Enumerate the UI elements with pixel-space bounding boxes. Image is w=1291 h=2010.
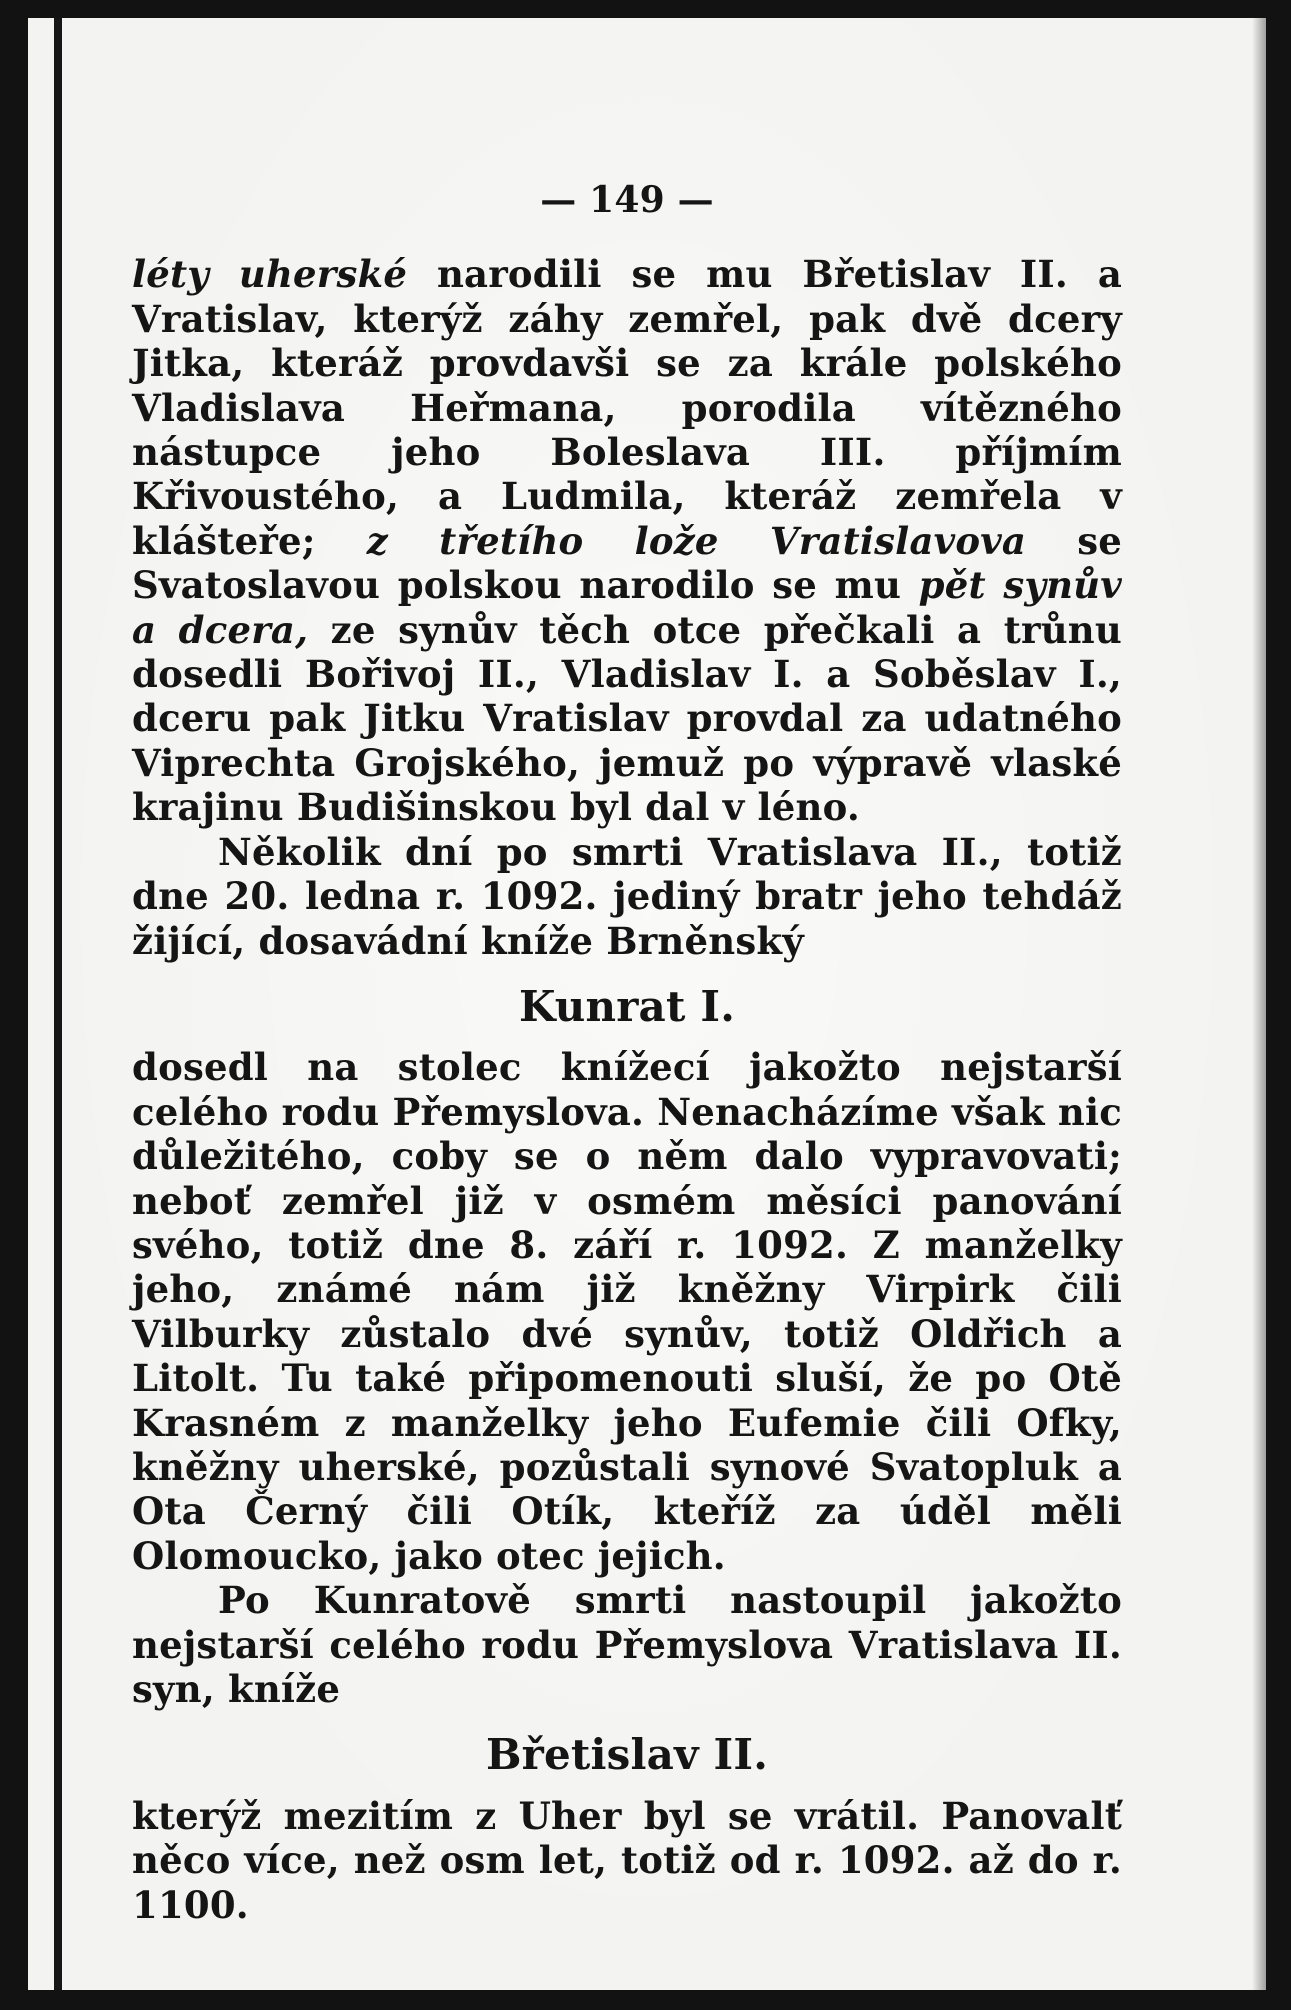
paragraph-5: kterýž mezitím z Uher byl se vrátil. Panovalť něco více, než osm let, totiž od r. 1092. až do r. 1100. — [132, 1793, 1122, 1927]
binding-edge — [54, 18, 62, 1990]
page-text — [132, 178, 1122, 1927]
italic-phrase-2: z třetího lože Vratislavova — [366, 518, 1027, 563]
italic-phrase-1: léty uherské — [132, 252, 408, 297]
page-number: — 149 — — [540, 179, 714, 221]
paragraph-4: Po Kunratově smrti nastoupil jakožto nejstarší celého rodu Přemyslova Vratislava II. syn, kníže — [132, 1578, 1122, 1711]
paper-sheet — [28, 18, 1266, 1990]
paragraph-1-text-b: se Svatoslavou polskou narodilo se mu — [132, 518, 1123, 608]
paragraph-2: Několik dní po smrti Vratislava II., totiž dne 20. ledna r. 1092. jediný bratr jeho tehdáž žijící, dosavádní kníže Brněnský — [132, 829, 1122, 963]
italic-phrase-3: pět synův a dcera, — [132, 563, 1122, 652]
paragraph-1-text-a: narodili se mu Břetislav II. a Vratislav, kterýž záhy zemřel, pak dvě dcery Jitka, kteráž provdavši se za krále polského Vladislava Heřmana, porodila vítězného nástupce jeho Boleslava III. příjmím Křivoustého, a Ludmila, kteráž zemřela v klášteře; — [132, 252, 1123, 563]
paragraph-1-text-c: ze synův těch otce přečkali a trůnu dosedli Bořivoj II., Vladislav I. a Soběslav I., dceru pak Jitku Vratislav provdal za udatného Viprechta Grojského, jemuž po výpravě vlaské krajinu Budišinskou byl dal v léno. — [132, 607, 1122, 830]
paragraph-1 — [132, 252, 1122, 829]
page-edge-shadow — [1252, 18, 1266, 1990]
heading-bretislav: Břetislav II. — [485, 1730, 769, 1780]
paragraph-3: dosedl na stolec knížecí jakožto nejstarší celého rodu Přemyslova. Nenacházíme však nic důležitého, coby se o něm dalo vypravovati; neboť zemřel již v osmém měsíci panování svého, totiž dne 8. září r. 1092. Z manželky jeho, známé nám již kněžny Virpirk čili Vilburky zůstalo dvé synův, totiž Oldřich a Litolt. Tu také připomenouti sluší, že po Otě Krasném z manželky jeho Eufemie čili Ofky, kněžny uherské, pozůstali synové Svatopluk a Ota Černý čili Otík, kteříž za úděl měli Olomoucko, jako otec jejich. — [132, 1045, 1122, 1578]
heading-kunrat: Kunrat I. — [518, 981, 736, 1031]
